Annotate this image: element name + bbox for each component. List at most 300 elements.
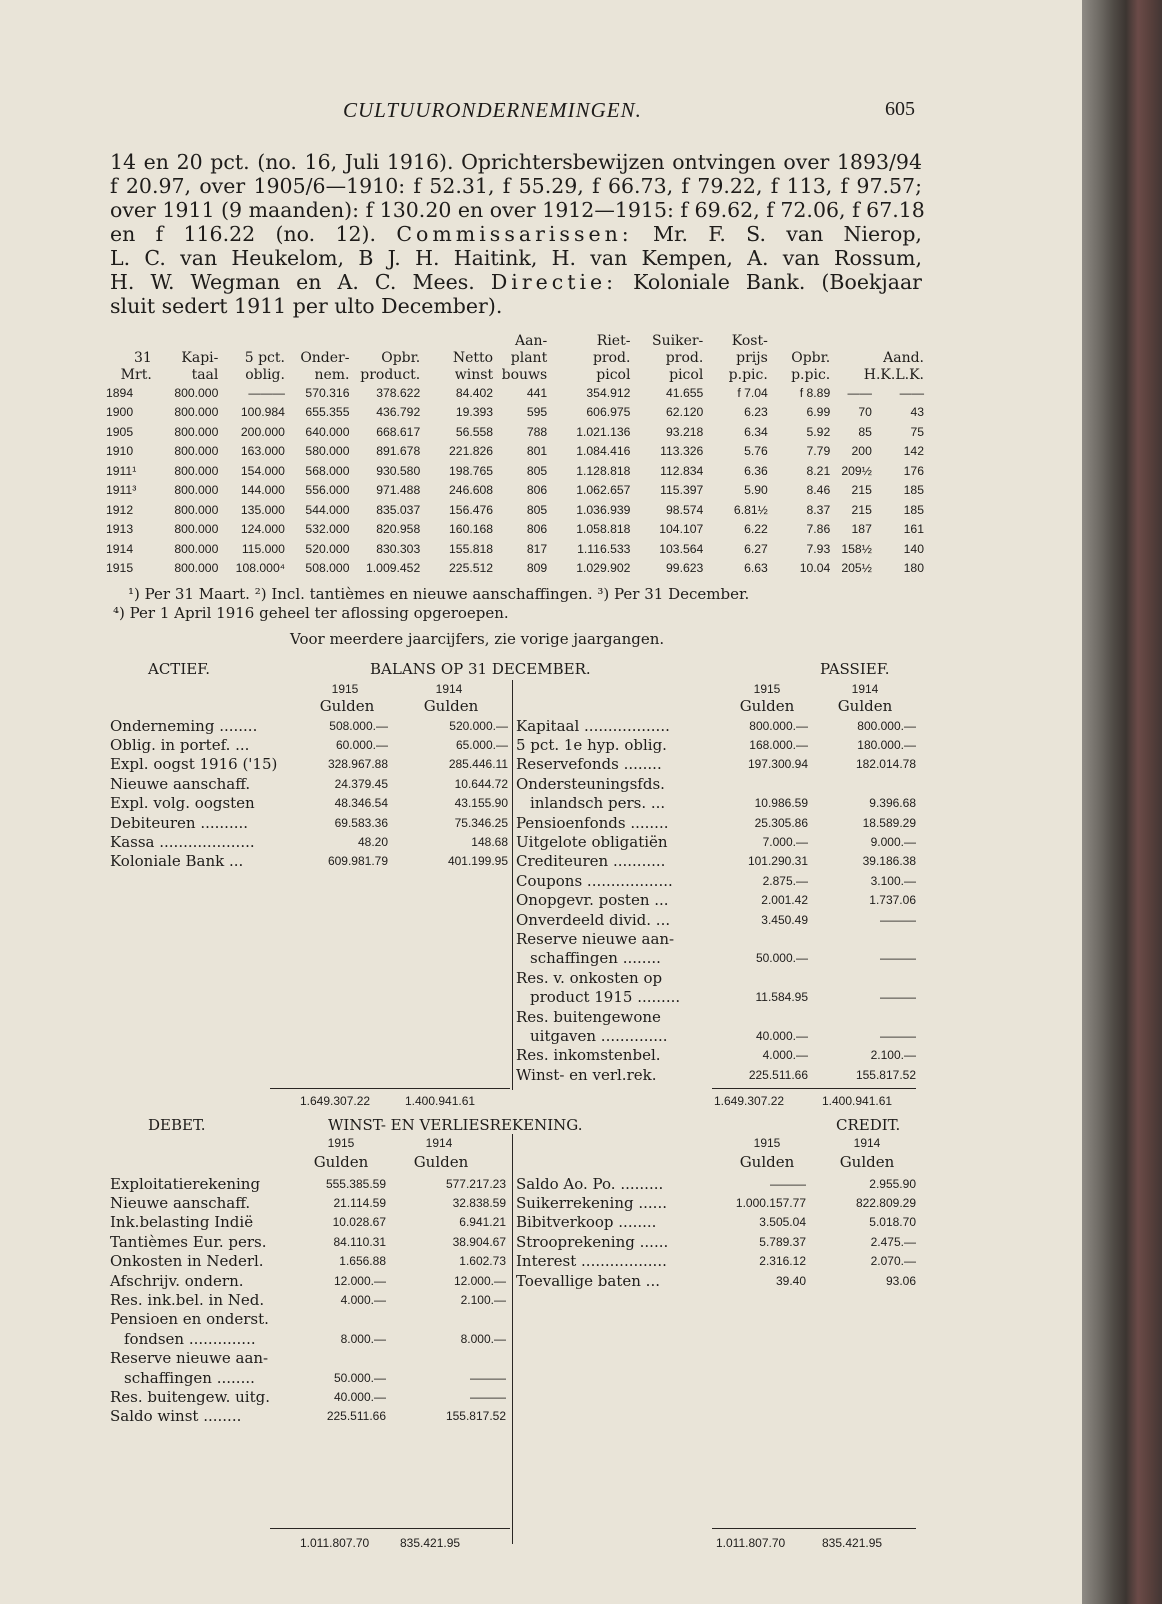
stat-cell: 378.622 bbox=[376, 385, 421, 400]
stat-header-cell: oblig. bbox=[245, 366, 285, 383]
ledger-label: Oblig. in portef. ... bbox=[110, 736, 250, 755]
ledger-row bbox=[516, 871, 916, 890]
balans-year: 1914 bbox=[851, 682, 879, 696]
stat-cell: 1914 bbox=[106, 541, 134, 556]
ledger-value-1915: 3.505.04 bbox=[759, 1215, 806, 1230]
ledger-value-1914: 800.000.— bbox=[857, 718, 916, 733]
stat-cell: 93.218 bbox=[666, 424, 704, 439]
stat-cell: 800.000 bbox=[174, 463, 219, 478]
ledger-label: schaffingen ........ bbox=[530, 949, 661, 968]
stat-cell: 668.617 bbox=[376, 424, 421, 439]
balans-currency: Gulden bbox=[423, 697, 479, 715]
ledger-label: Reserve nieuwe aan- bbox=[110, 1349, 269, 1368]
stat-cell: ——— bbox=[248, 385, 285, 400]
ledger-label: Res. inkomstenbel. bbox=[516, 1046, 661, 1065]
stat-header-cell: Aan- bbox=[514, 332, 548, 349]
ledger-value-1915: 50.000.— bbox=[755, 951, 808, 966]
ledger-row bbox=[110, 1349, 506, 1368]
ledger-label: Onkosten in Nederl. bbox=[110, 1252, 264, 1271]
ledger-row bbox=[110, 1310, 506, 1329]
stat-cell: 6.36 bbox=[744, 463, 768, 478]
ledger-row bbox=[110, 1174, 506, 1193]
ledger-label: Reserve nieuwe aan- bbox=[516, 929, 675, 948]
statistics-table bbox=[106, 332, 924, 578]
stat-cell: 6.23 bbox=[744, 405, 768, 420]
directie-label: Directie: bbox=[490, 270, 618, 294]
ledger-value-1914: 8.000.— bbox=[460, 1331, 506, 1346]
stat-cell: 805 bbox=[526, 502, 548, 517]
stat-cell: 70 bbox=[858, 405, 872, 420]
ledger-value-1914: ——— bbox=[880, 912, 916, 927]
table-row bbox=[106, 539, 924, 559]
ledger-label: Reservefonds ........ bbox=[516, 755, 662, 774]
ledger-value-1914 bbox=[808, 1007, 916, 1026]
ledger-row bbox=[516, 813, 916, 832]
intro-text bbox=[110, 150, 925, 318]
balans-currency: Gulden bbox=[739, 697, 795, 715]
stat-cell: 221.826 bbox=[449, 444, 494, 459]
stat-cell: 1900 bbox=[106, 405, 134, 420]
stat-header-cell: picol bbox=[596, 366, 631, 383]
actief-table bbox=[110, 716, 508, 871]
stat-cell: 215 bbox=[851, 502, 872, 517]
ledger-value-1915: 5.789.37 bbox=[759, 1234, 806, 1249]
stat-cell: 156.476 bbox=[449, 502, 494, 517]
stat-cell: 6.81½ bbox=[733, 502, 768, 517]
stat-cell: 817 bbox=[526, 541, 548, 556]
stat-cell: 6.27 bbox=[744, 541, 768, 556]
stat-cell: 800.000 bbox=[174, 522, 219, 537]
ledger-value-1914: 2.070.— bbox=[870, 1254, 916, 1269]
ledger-label: Saldo winst ........ bbox=[110, 1407, 242, 1426]
stat-header-cell: Netto bbox=[452, 349, 494, 366]
stat-header-cell: nem. bbox=[314, 366, 350, 383]
stat-header-cell: Kapi- bbox=[181, 349, 219, 366]
table-row bbox=[106, 403, 924, 423]
credit-title: CREDIT. bbox=[836, 1116, 901, 1134]
stat-cell: 198.765 bbox=[449, 463, 494, 478]
stat-cell: 112.834 bbox=[660, 463, 704, 478]
ledger-value-1914: 520.000.— bbox=[449, 718, 508, 733]
table-row bbox=[106, 383, 924, 403]
ledger-row bbox=[110, 794, 508, 813]
ledger-value-1914: 148.68 bbox=[471, 835, 508, 850]
winst-total-rule bbox=[270, 1528, 510, 1529]
table-row bbox=[106, 520, 924, 540]
winst-year: 1914 bbox=[853, 1136, 881, 1150]
ledger-row bbox=[110, 716, 508, 735]
ledger-row bbox=[110, 1387, 506, 1406]
ledger-value-1915: 50.000.— bbox=[333, 1370, 386, 1385]
stat-cell: 180 bbox=[903, 561, 924, 576]
winst-year: 1914 bbox=[425, 1136, 453, 1150]
ledger-row bbox=[516, 1232, 916, 1251]
stat-cell: 142 bbox=[903, 444, 924, 459]
debet-title: DEBET. bbox=[148, 1116, 206, 1134]
ledger-row bbox=[516, 929, 916, 948]
ledger-value-1914: ——— bbox=[880, 1028, 916, 1043]
stat-cell: 1.021.136 bbox=[576, 424, 631, 439]
balans-currency: Gulden bbox=[319, 697, 375, 715]
balans-divider bbox=[512, 680, 513, 1090]
stat-header-cell: Aand. bbox=[883, 349, 924, 366]
winst-year: 1915 bbox=[753, 1136, 781, 1150]
stat-cell: 185 bbox=[903, 502, 924, 517]
ledger-value-1914: 2.100.— bbox=[870, 1048, 916, 1063]
stat-cell: 124.000 bbox=[240, 522, 285, 537]
stat-cell: 225.512 bbox=[449, 561, 494, 576]
ledger-label: Res. v. onkosten op bbox=[516, 968, 663, 987]
ledger-value-1914: 9.000.— bbox=[870, 835, 916, 850]
ledger-label: Onderneming ........ bbox=[110, 716, 258, 735]
ledger-label: Saldo Ao. Po. ......... bbox=[516, 1174, 664, 1193]
stat-header-cell: p.pic. bbox=[728, 366, 768, 383]
stat-cell: 532.000 bbox=[305, 522, 350, 537]
ledger-label: Crediteuren ........... bbox=[516, 852, 666, 871]
stat-cell: 113.326 bbox=[660, 444, 704, 459]
ledger-label: Suikerrekening ...... bbox=[516, 1194, 667, 1213]
stat-cell: 806 bbox=[526, 483, 548, 498]
ledger-value-1914: 2.100.— bbox=[460, 1293, 506, 1308]
stat-cell: 99.623 bbox=[666, 561, 704, 576]
stat-header-cell bbox=[285, 332, 350, 349]
stat-cell: 43 bbox=[910, 405, 924, 420]
ledger-value-1915: 84.110.31 bbox=[333, 1234, 386, 1249]
balans-title: BALANS OP 31 DECEMBER. bbox=[370, 660, 591, 678]
ledger-label: Afschrijv. ondern. bbox=[110, 1271, 244, 1290]
ledger-value-1914: 75.346.25 bbox=[454, 815, 508, 830]
stat-cell: 800.000 bbox=[174, 424, 219, 439]
stat-header-cell: bouws bbox=[501, 366, 548, 383]
stat-cell: 800.000 bbox=[174, 541, 219, 556]
ledger-label: Kassa .................... bbox=[110, 833, 255, 852]
ledger-label: Debiteuren .......... bbox=[110, 813, 249, 832]
stat-cell: 215 bbox=[851, 483, 872, 498]
ledger-label: Winst- en verl.rek. bbox=[516, 1065, 657, 1084]
ledger-value-1914: 401.199.95 bbox=[447, 854, 508, 869]
stat-cell: 800.000 bbox=[174, 405, 219, 420]
ledger-value-1915: 4.000.— bbox=[762, 1048, 808, 1063]
stat-header-cell: prod. bbox=[665, 349, 704, 366]
ledger-row bbox=[516, 794, 916, 813]
table-row bbox=[106, 442, 924, 462]
ledger-value-1914: 822.809.29 bbox=[855, 1196, 916, 1211]
ledger-value-1915: 328.967.88 bbox=[327, 757, 388, 772]
stat-cell: 891.678 bbox=[376, 444, 421, 459]
ledger-value-1914: 1.602.73 bbox=[459, 1254, 506, 1269]
ledger-label: inlandsch pers. ... bbox=[530, 794, 666, 813]
stat-header-cell: Mrt. bbox=[120, 366, 152, 383]
ledger-value-1915: 225.511.66 bbox=[748, 1067, 808, 1082]
winst-total: 835.421.95 bbox=[400, 1536, 461, 1550]
stat-cell: 176 bbox=[903, 463, 924, 478]
stat-header-cell bbox=[349, 332, 420, 349]
ledger-value-1914: 182.014.78 bbox=[855, 757, 916, 772]
stat-cell: 19.393 bbox=[455, 405, 494, 420]
ledger-value-1915 bbox=[712, 774, 808, 793]
ledger-row bbox=[516, 774, 916, 793]
ledger-value-1915: 40.000.— bbox=[755, 1028, 808, 1043]
ledger-row bbox=[516, 735, 916, 754]
stat-cell: 205½ bbox=[841, 561, 872, 576]
ledger-label: Expl. volg. oogsten bbox=[110, 794, 255, 813]
stat-cell: 800.000 bbox=[174, 502, 219, 517]
stat-header-cell: p.pic. bbox=[791, 366, 831, 383]
stat-cell: 1.036.939 bbox=[576, 502, 631, 517]
stat-header-row bbox=[106, 332, 924, 349]
ledger-value-1915: 3.450.49 bbox=[761, 912, 808, 927]
ledger-label: Strooprekening ...... bbox=[516, 1232, 669, 1251]
ledger-value-1914 bbox=[808, 968, 916, 987]
ledger-row bbox=[110, 832, 508, 851]
ledger-label: Ondersteuningsfds. bbox=[516, 774, 665, 793]
stat-cell: 10.04 bbox=[799, 561, 831, 576]
winst-divider bbox=[512, 1134, 513, 1544]
stat-cell: f 8.89 bbox=[799, 385, 831, 400]
stat-cell: 640.000 bbox=[305, 424, 350, 439]
stat-cell: 103.564 bbox=[659, 541, 704, 556]
page-number: 605 bbox=[885, 98, 915, 120]
stat-cell: 5.76 bbox=[744, 444, 768, 459]
ledger-row bbox=[110, 813, 508, 832]
stat-header-cell: 5 pct. bbox=[244, 349, 285, 366]
stat-header-cell: taal bbox=[191, 366, 219, 383]
stat-cell: 104.107 bbox=[659, 522, 704, 537]
stat-cell: 1905 bbox=[106, 424, 134, 439]
stat-cell: 800.000 bbox=[174, 483, 219, 498]
ledger-value-1915: 21.114.59 bbox=[333, 1196, 386, 1211]
ledger-value-1914: 3.100.— bbox=[870, 873, 916, 888]
ledger-value-1914: 32.838.59 bbox=[452, 1196, 506, 1211]
ledger-value-1915 bbox=[712, 929, 808, 948]
ledger-row bbox=[516, 1271, 916, 1290]
ledger-label: uitgaven .............. bbox=[530, 1026, 668, 1045]
stat-cell: 187 bbox=[851, 522, 872, 537]
ledger-label: Pensioen en onderst. bbox=[110, 1310, 269, 1329]
stat-header-cell: H.K.L.K. bbox=[863, 366, 924, 383]
ledger-row bbox=[516, 1193, 916, 1212]
stat-header-cell: Riet- bbox=[596, 332, 631, 349]
ledger-value-1915: 48.346.54 bbox=[334, 796, 388, 811]
passief-title: PASSIEF. bbox=[820, 660, 890, 678]
stat-cell: 1894 bbox=[106, 385, 134, 400]
balans-total: 1.649.307.22 bbox=[300, 1094, 371, 1108]
ledger-label: Res. buitengewone bbox=[516, 1007, 661, 1026]
stat-cell: 7.93 bbox=[806, 541, 831, 556]
ledger-row bbox=[516, 1174, 916, 1193]
ledger-row bbox=[516, 1026, 916, 1045]
ledger-value-1915: 48.20 bbox=[357, 835, 388, 850]
stat-header-cell: 31 bbox=[133, 349, 152, 366]
ledger-row bbox=[110, 1329, 506, 1348]
ledger-value-1915: 2.001.42 bbox=[761, 893, 808, 908]
stat-cell: 544.000 bbox=[305, 502, 350, 517]
stat-cell: 5.90 bbox=[744, 483, 768, 498]
ledger-label: Onverdeeld divid. ... bbox=[516, 910, 671, 929]
ledger-value-1915: 12.000.— bbox=[333, 1273, 386, 1288]
stat-cell: 200.000 bbox=[240, 424, 285, 439]
stat-header-cell: prijs bbox=[736, 349, 768, 366]
stat-cell: 1912 bbox=[106, 502, 134, 517]
winst-currency: Gulden bbox=[313, 1153, 369, 1171]
stat-cell: 930.580 bbox=[376, 463, 421, 478]
stat-cell: 100.984 bbox=[240, 405, 285, 420]
stat-cell: 135.000 bbox=[240, 502, 285, 517]
stat-cell: 1.009.452 bbox=[366, 561, 421, 576]
footnote-2: ⁴) Per 1 April 1916 geheel ter aflossing opgeroepen. bbox=[113, 604, 509, 622]
ledger-value-1915: 800.000.— bbox=[749, 718, 808, 733]
stat-cell: 830.303 bbox=[376, 541, 421, 556]
ledger-value-1914: 18.589.29 bbox=[862, 815, 916, 830]
ledger-row bbox=[516, 832, 916, 851]
ledger-value-1915: 69.583.36 bbox=[334, 815, 388, 830]
stat-cell: 98.574 bbox=[666, 502, 704, 517]
ledger-value-1914: 180.000.— bbox=[857, 738, 916, 753]
ledger-value-1915 bbox=[712, 968, 808, 987]
stat-cell: 161 bbox=[903, 522, 924, 537]
ledger-value-1914: 155.817.52 bbox=[855, 1067, 916, 1082]
ledger-value-1914: 155.817.52 bbox=[445, 1409, 506, 1424]
ledger-row bbox=[516, 716, 916, 735]
stat-cell: 354.912 bbox=[586, 385, 631, 400]
stat-cell: 144.000 bbox=[240, 483, 285, 498]
ledger-value-1914 bbox=[808, 774, 916, 793]
ledger-row bbox=[516, 1007, 916, 1026]
stat-cell: 185 bbox=[903, 483, 924, 498]
ledger-label: Res. ink.bel. in Ned. bbox=[110, 1291, 265, 1310]
ledger-row bbox=[110, 1193, 506, 1212]
winst-title: WINST- EN VERLIESREKENING. bbox=[328, 1116, 583, 1134]
ledger-value-1915 bbox=[300, 1349, 386, 1368]
ledger-label: Ink.belasting Indië bbox=[110, 1213, 254, 1232]
table-row bbox=[106, 559, 924, 579]
stat-cell: 580.000 bbox=[305, 444, 350, 459]
stat-cell: 200 bbox=[851, 444, 872, 459]
ledger-value-1914: 2.475.— bbox=[870, 1234, 916, 1249]
balans-year: 1915 bbox=[331, 682, 359, 696]
ledger-value-1914: ——— bbox=[880, 990, 916, 1005]
stat-cell: 835.037 bbox=[376, 502, 421, 517]
ledger-value-1915: 4.000.— bbox=[340, 1293, 386, 1308]
ledger-value-1914: 6.941.21 bbox=[459, 1215, 506, 1230]
stat-cell: 84.402 bbox=[455, 385, 494, 400]
stat-cell: 140 bbox=[903, 541, 924, 556]
stat-header-cell: picol bbox=[669, 366, 704, 383]
ledger-row bbox=[516, 968, 916, 987]
stat-header-cell bbox=[830, 332, 924, 349]
credit-table bbox=[516, 1174, 916, 1290]
ledger-row bbox=[110, 1213, 506, 1232]
ledger-value-1915: 8.000.— bbox=[340, 1331, 386, 1346]
stat-cell: 971.488 bbox=[376, 483, 421, 498]
ledger-row bbox=[110, 735, 508, 754]
intro-line: H. W. Wegman en A. C. Mees. Directie: Koloniale Bank. (Boekjaar bbox=[110, 270, 922, 294]
ledger-value-1915: 11.584.95 bbox=[755, 990, 808, 1005]
ledger-value-1915: 24.379.45 bbox=[334, 776, 388, 791]
ledger-row bbox=[516, 1252, 916, 1271]
ledger-label: Res. buitengew. uitg. bbox=[110, 1387, 270, 1406]
ledger-row bbox=[516, 987, 916, 1006]
ledger-row bbox=[110, 1368, 506, 1387]
stat-cell: 520.000 bbox=[305, 541, 350, 556]
ledger-value-1915: 197.300.94 bbox=[747, 757, 808, 772]
ledger-value-1915: ——— bbox=[770, 1176, 806, 1191]
stat-cell: 155.818 bbox=[449, 541, 494, 556]
ledger-value-1915: 168.000.— bbox=[749, 738, 808, 753]
ledger-row bbox=[516, 949, 916, 968]
actief-title: ACTIEF. bbox=[148, 660, 211, 678]
ledger-value-1914: 9.396.68 bbox=[869, 796, 916, 811]
ledger-row bbox=[110, 1252, 506, 1271]
ledger-value-1914: 93.06 bbox=[885, 1273, 916, 1288]
table-row bbox=[106, 500, 924, 520]
ledger-row bbox=[110, 1232, 506, 1251]
stat-header-cell bbox=[768, 332, 830, 349]
stat-cell: 1911³ bbox=[106, 483, 137, 498]
ledger-row bbox=[516, 755, 916, 774]
ledger-label: Exploitatierekening bbox=[110, 1174, 261, 1193]
ledger-label: Uitgelote obligatiën bbox=[516, 833, 668, 852]
ledger-value-1914: ——— bbox=[880, 951, 916, 966]
ledger-value-1914: 1.737.06 bbox=[869, 893, 916, 908]
stat-cell: 56.558 bbox=[455, 424, 494, 439]
ledger-value-1915: 555.385.59 bbox=[325, 1176, 386, 1191]
ledger-value-1914: 39.186.38 bbox=[862, 854, 916, 869]
stat-cell: 1915 bbox=[106, 561, 134, 576]
ledger-value-1914: ——— bbox=[470, 1389, 506, 1404]
ledger-value-1915: 2.316.12 bbox=[759, 1254, 806, 1269]
ledger-value-1915: 1.656.88 bbox=[339, 1254, 386, 1269]
ledger-label: Onopgevr. posten ... bbox=[516, 891, 669, 910]
ledger-row bbox=[516, 1065, 916, 1084]
ledger-value-1914 bbox=[386, 1310, 506, 1329]
ledger-label: Bibitverkoop ........ bbox=[516, 1213, 657, 1232]
ledger-value-1914: 43.155.90 bbox=[454, 796, 508, 811]
winst-total-rule bbox=[712, 1528, 916, 1529]
stat-header-cell: product. bbox=[360, 366, 421, 383]
ledger-label: Expl. oogst 1916 ('15) bbox=[110, 755, 278, 774]
stat-cell: 1910 bbox=[106, 444, 134, 459]
ledger-label: Tantièmes Eur. pers. bbox=[110, 1232, 267, 1251]
stat-cell: 8.37 bbox=[806, 502, 831, 517]
stat-cell: 209½ bbox=[841, 463, 872, 478]
stat-cell: 6.34 bbox=[744, 424, 768, 439]
stat-cell: 788 bbox=[526, 424, 548, 439]
stat-cell: 160.168 bbox=[449, 522, 494, 537]
stat-cell: 6.99 bbox=[806, 405, 831, 420]
stat-cell: 441 bbox=[526, 385, 548, 400]
balans-total: 1.400.941.61 bbox=[405, 1094, 476, 1108]
balans-currency: Gulden bbox=[837, 697, 893, 715]
winst-year: 1915 bbox=[327, 1136, 355, 1150]
ledger-value-1914: 2.955.90 bbox=[869, 1176, 916, 1191]
ledger-value-1914 bbox=[386, 1349, 506, 1368]
intro-line: L. C. van Heukelom, B J. H. Haitink, H. van Kempen, A. van Rossum, bbox=[110, 246, 922, 270]
balans-total: 1.649.307.22 bbox=[714, 1094, 785, 1108]
ledger-value-1915: 609.981.79 bbox=[327, 854, 388, 869]
stat-cell: 1913 bbox=[106, 522, 134, 537]
ledger-label: Coupons .................. bbox=[516, 871, 673, 890]
stat-header-cell bbox=[420, 332, 493, 349]
ledger-value-1915: 60.000.— bbox=[335, 738, 388, 753]
ledger-label: Kapitaal .................. bbox=[516, 716, 670, 735]
stat-header-cell: prod. bbox=[592, 349, 631, 366]
more-years-note: Voor meerdere jaarcijfers, zie vorige jaargangen. bbox=[290, 630, 665, 648]
stat-header-cell bbox=[218, 332, 285, 349]
winst-total: 1.011.807.70 bbox=[300, 1536, 370, 1550]
ledger-value-1914 bbox=[808, 929, 916, 948]
stat-cell: 800.000 bbox=[174, 561, 219, 576]
